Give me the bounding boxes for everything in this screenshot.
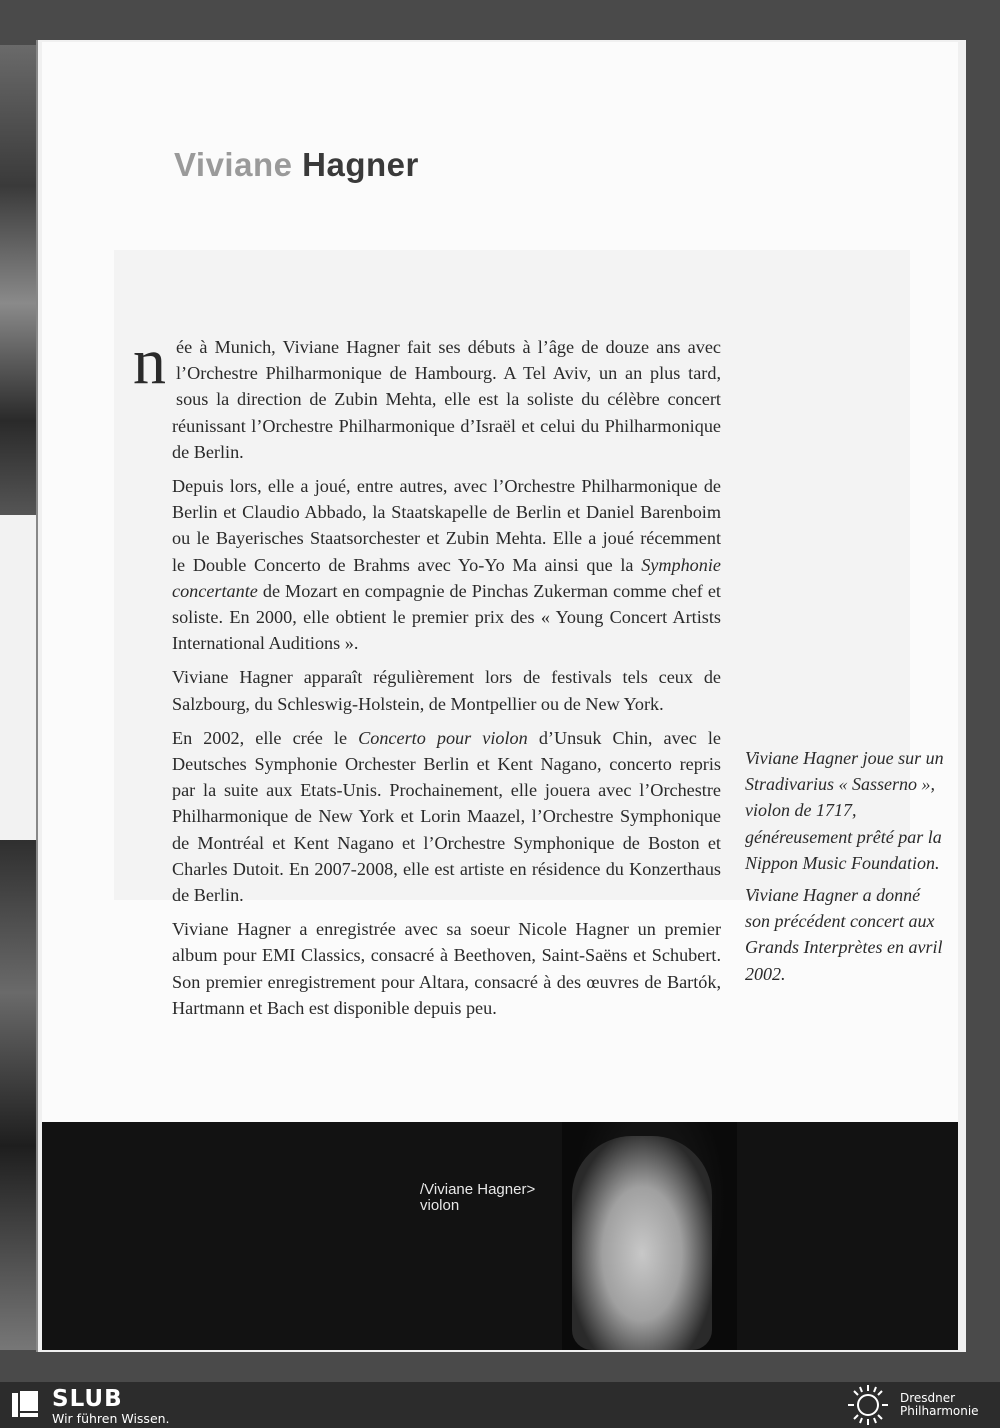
paragraph-1 — [133, 325, 721, 465]
adjacent-page-photo — [0, 45, 36, 515]
partner-name-line2: Philharmonie — [900, 1404, 979, 1418]
work-title-concerto: Concerto pour violon — [358, 727, 528, 748]
biography-text — [133, 325, 722, 1029]
page-title — [174, 146, 419, 184]
adjacent-page-photo-lower — [0, 840, 36, 1350]
partner-name — [900, 1392, 979, 1418]
paragraph-3: Viviane Hagner apparaît régulièrement lors de festivals tels ceux de Salzbourg, du Schleswig-Holstein, de Montpellier ou de New York. — [172, 667, 721, 714]
document-page — [42, 42, 958, 1350]
slub-tagline: Wir führen Wissen. — [52, 1411, 170, 1426]
paragraph-4 — [172, 725, 721, 908]
side-note-instrument: Viviane Hagner joue sur un Stradivarius « Sasserno », violon de 1717, généreusement prêté par la Nippon Music Foundation. — [745, 748, 944, 873]
paragraph-2-text-b: de Mozart en compagnie de Pinchas Zukerman comme chef et soliste. En 2000, elle obtient le premier prix des « Young Concert Artists International Auditions ». — [172, 580, 721, 654]
paragraph-2 — [172, 473, 721, 656]
paragraph-1-text: ée à Munich, Viviane Hagner fait ses débuts à l’âge de douze ans avec l’Orchestre Philharmonique de Hambourg. A Tel Aviv, un an plus tard, sous la direction de Zubin Mehta, elle est la soliste du célèbre concert réunissant l’Orchestre Philharmonique d’Israël et celui du Philharmonique de Berlin. — [172, 337, 721, 462]
partner-name-line1: Dresdner — [900, 1391, 956, 1405]
paragraph-5: Viviane Hagner a enregistrée avec sa soeur Nicole Hagner un premier album pour EMI Classics, consacré à Beethoven, Saint-Saëns et Schubert. Son premier enregistrement pour Altara, consacré à des œuvres de Bartók, Hartmann et Bach est disponible depuis peu. — [172, 919, 721, 1018]
sidebar-notes — [745, 745, 945, 993]
caption-instrument: violon — [420, 1197, 460, 1214]
photo-caption — [420, 1182, 535, 1214]
work-title-symphonie: Symphonie concertante — [172, 554, 721, 601]
title-last-name: Hagner — [302, 146, 419, 183]
footer-bar — [0, 1382, 1000, 1428]
dresdner-philharmonie-logo-icon — [842, 1384, 894, 1426]
paragraph-2-text-a: Depuis lors, elle a joué, entre autres, avec l’Orchestre Philharmonique de Berlin et Claudio Abbado, la Staatskapelle de Berlin et Daniel Barenboim ou le Bayerisches Staatsorchester et Zubin Mehta. Elle a joué récemment le Double Concerto de Brahms avec Yo-Yo Ma ainsi que la — [172, 476, 721, 575]
side-note-previous-concert: Viviane Hagner a donné son précédent concert aux Grands Interprètes en avril 2002. — [745, 885, 943, 984]
paragraph-4-text-a: En 2002, elle crée le — [172, 727, 359, 748]
title-first-name: Viviane — [174, 146, 293, 183]
slub-name: SLUB — [52, 1386, 123, 1412]
slub-logo-icon — [12, 1391, 40, 1419]
adjacent-page-blank — [0, 515, 36, 840]
caption-name: /Viviane Hagner> — [420, 1181, 536, 1198]
drop-cap: n — [133, 325, 166, 398]
photo-banner — [42, 1122, 958, 1350]
artist-portrait — [572, 1136, 712, 1350]
paragraph-4-text-b: d’Unsuk Chin, avec le Deutsches Symphonie Orchester Berlin et Kent Nagano, concerto repris par la suite aux Etats-Unis. Prochainement, elle jouera avec l’Orchestre Philharmonique de New York et Lorin Maazel, l’Orchestre Symphonique de Montréal et Kent Nagano et l’Orchestre Symphonique de Boston et Charles Dutoit. En 2007-2008, elle est artiste en résidence du Konzerthaus de Berlin. — [172, 727, 722, 906]
